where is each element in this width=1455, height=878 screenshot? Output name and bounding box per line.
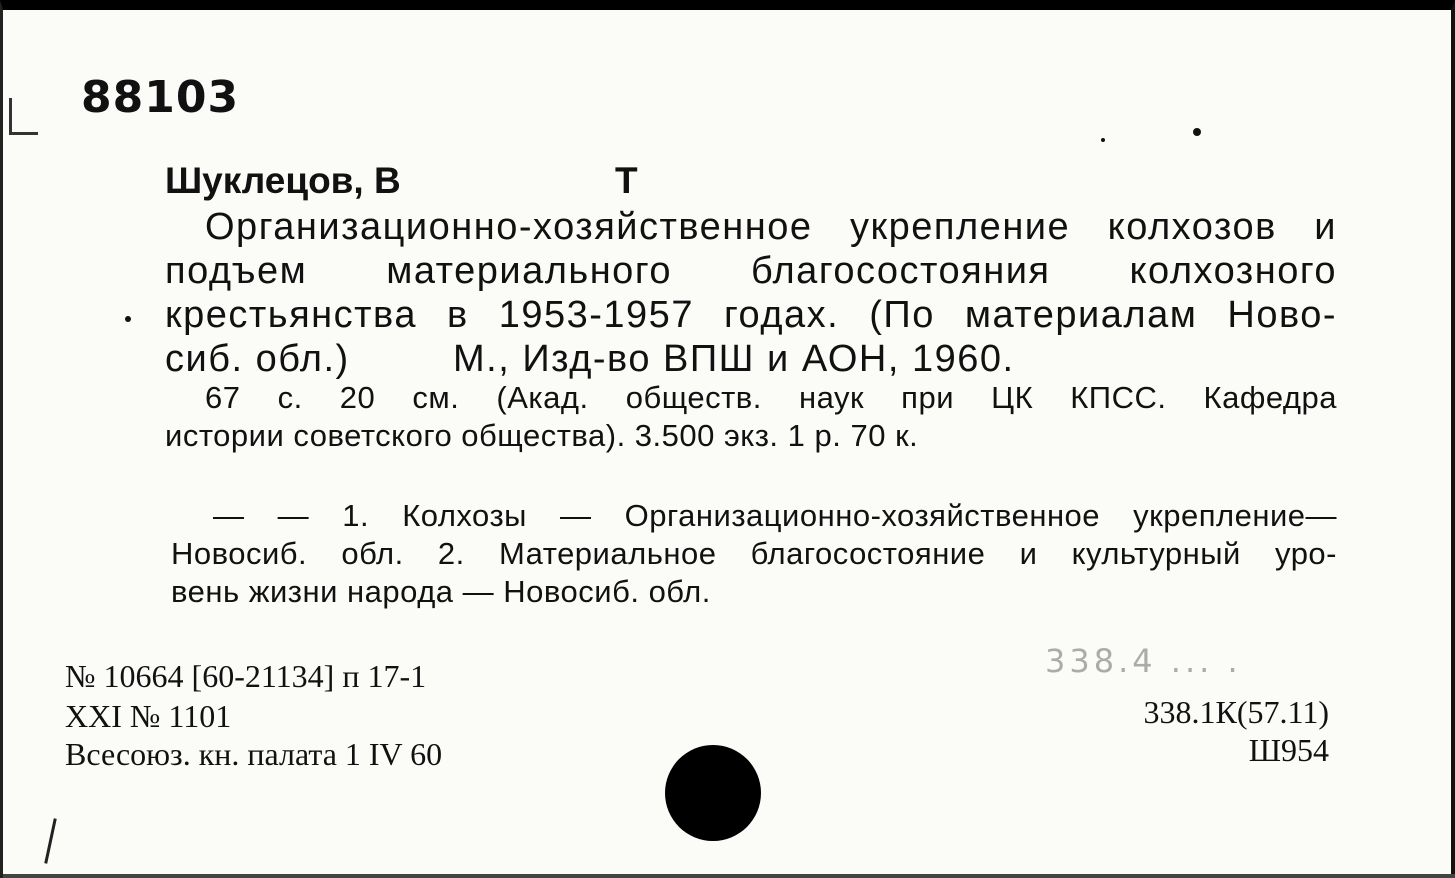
ink-dot <box>1193 128 1201 136</box>
title-line-3: крестьянства в 1953-1957 годах. (По материалам Ново- <box>165 294 1337 336</box>
title-line-4: сиб. обл.) <box>165 338 350 380</box>
registry-line-1: № 10664 [60-21134] п 17-1 <box>65 658 427 694</box>
author-name: Шуклецов, В <box>165 160 401 201</box>
title-line-2: подъем материального благосостояния колхозного <box>165 250 1337 292</box>
pencil-mark <box>44 818 56 864</box>
author-initial: Т <box>615 160 638 201</box>
subject-line-2: Новосиб. обл. 2. Материальное благосостояние и культурный уро- <box>171 536 1337 571</box>
imprint: М., Изд-во ВПШ и АОН, 1960. <box>453 338 1015 380</box>
subject-line-1: — — 1. Колхозы — Организационно-хозяйственное укрепление— <box>213 498 1337 533</box>
ink-dot <box>125 316 131 322</box>
corner-bracket-mark <box>9 98 38 135</box>
faint-stamp: 338.4 ... . <box>1045 642 1242 680</box>
author-mark: Ш954 <box>1248 732 1329 768</box>
handwritten-number: 88103 <box>81 72 240 123</box>
subject-line-3: вень жизни народа — Новосиб. обл. <box>171 574 711 609</box>
title-line-1: Организационно-хозяйственное укрепление колхозов и <box>205 206 1337 248</box>
punch-hole <box>665 745 761 841</box>
ink-dot <box>1101 138 1105 142</box>
collation-line-2: истории советского общества). 3.500 экз. 1 р. 70 к. <box>165 418 919 453</box>
collation-line-1: 67 с. 20 см. (Акад. обществ. наук при ЦК КПСС. Кафедра <box>205 380 1337 415</box>
registry-line-2: XXI № 1101 <box>65 698 232 734</box>
classification-index: 338.1К(57.11) <box>1143 694 1329 730</box>
registry-line-3: Всесоюз. кн. палата 1 IV 60 <box>65 736 443 772</box>
card-bottom-edge <box>3 874 1455 878</box>
